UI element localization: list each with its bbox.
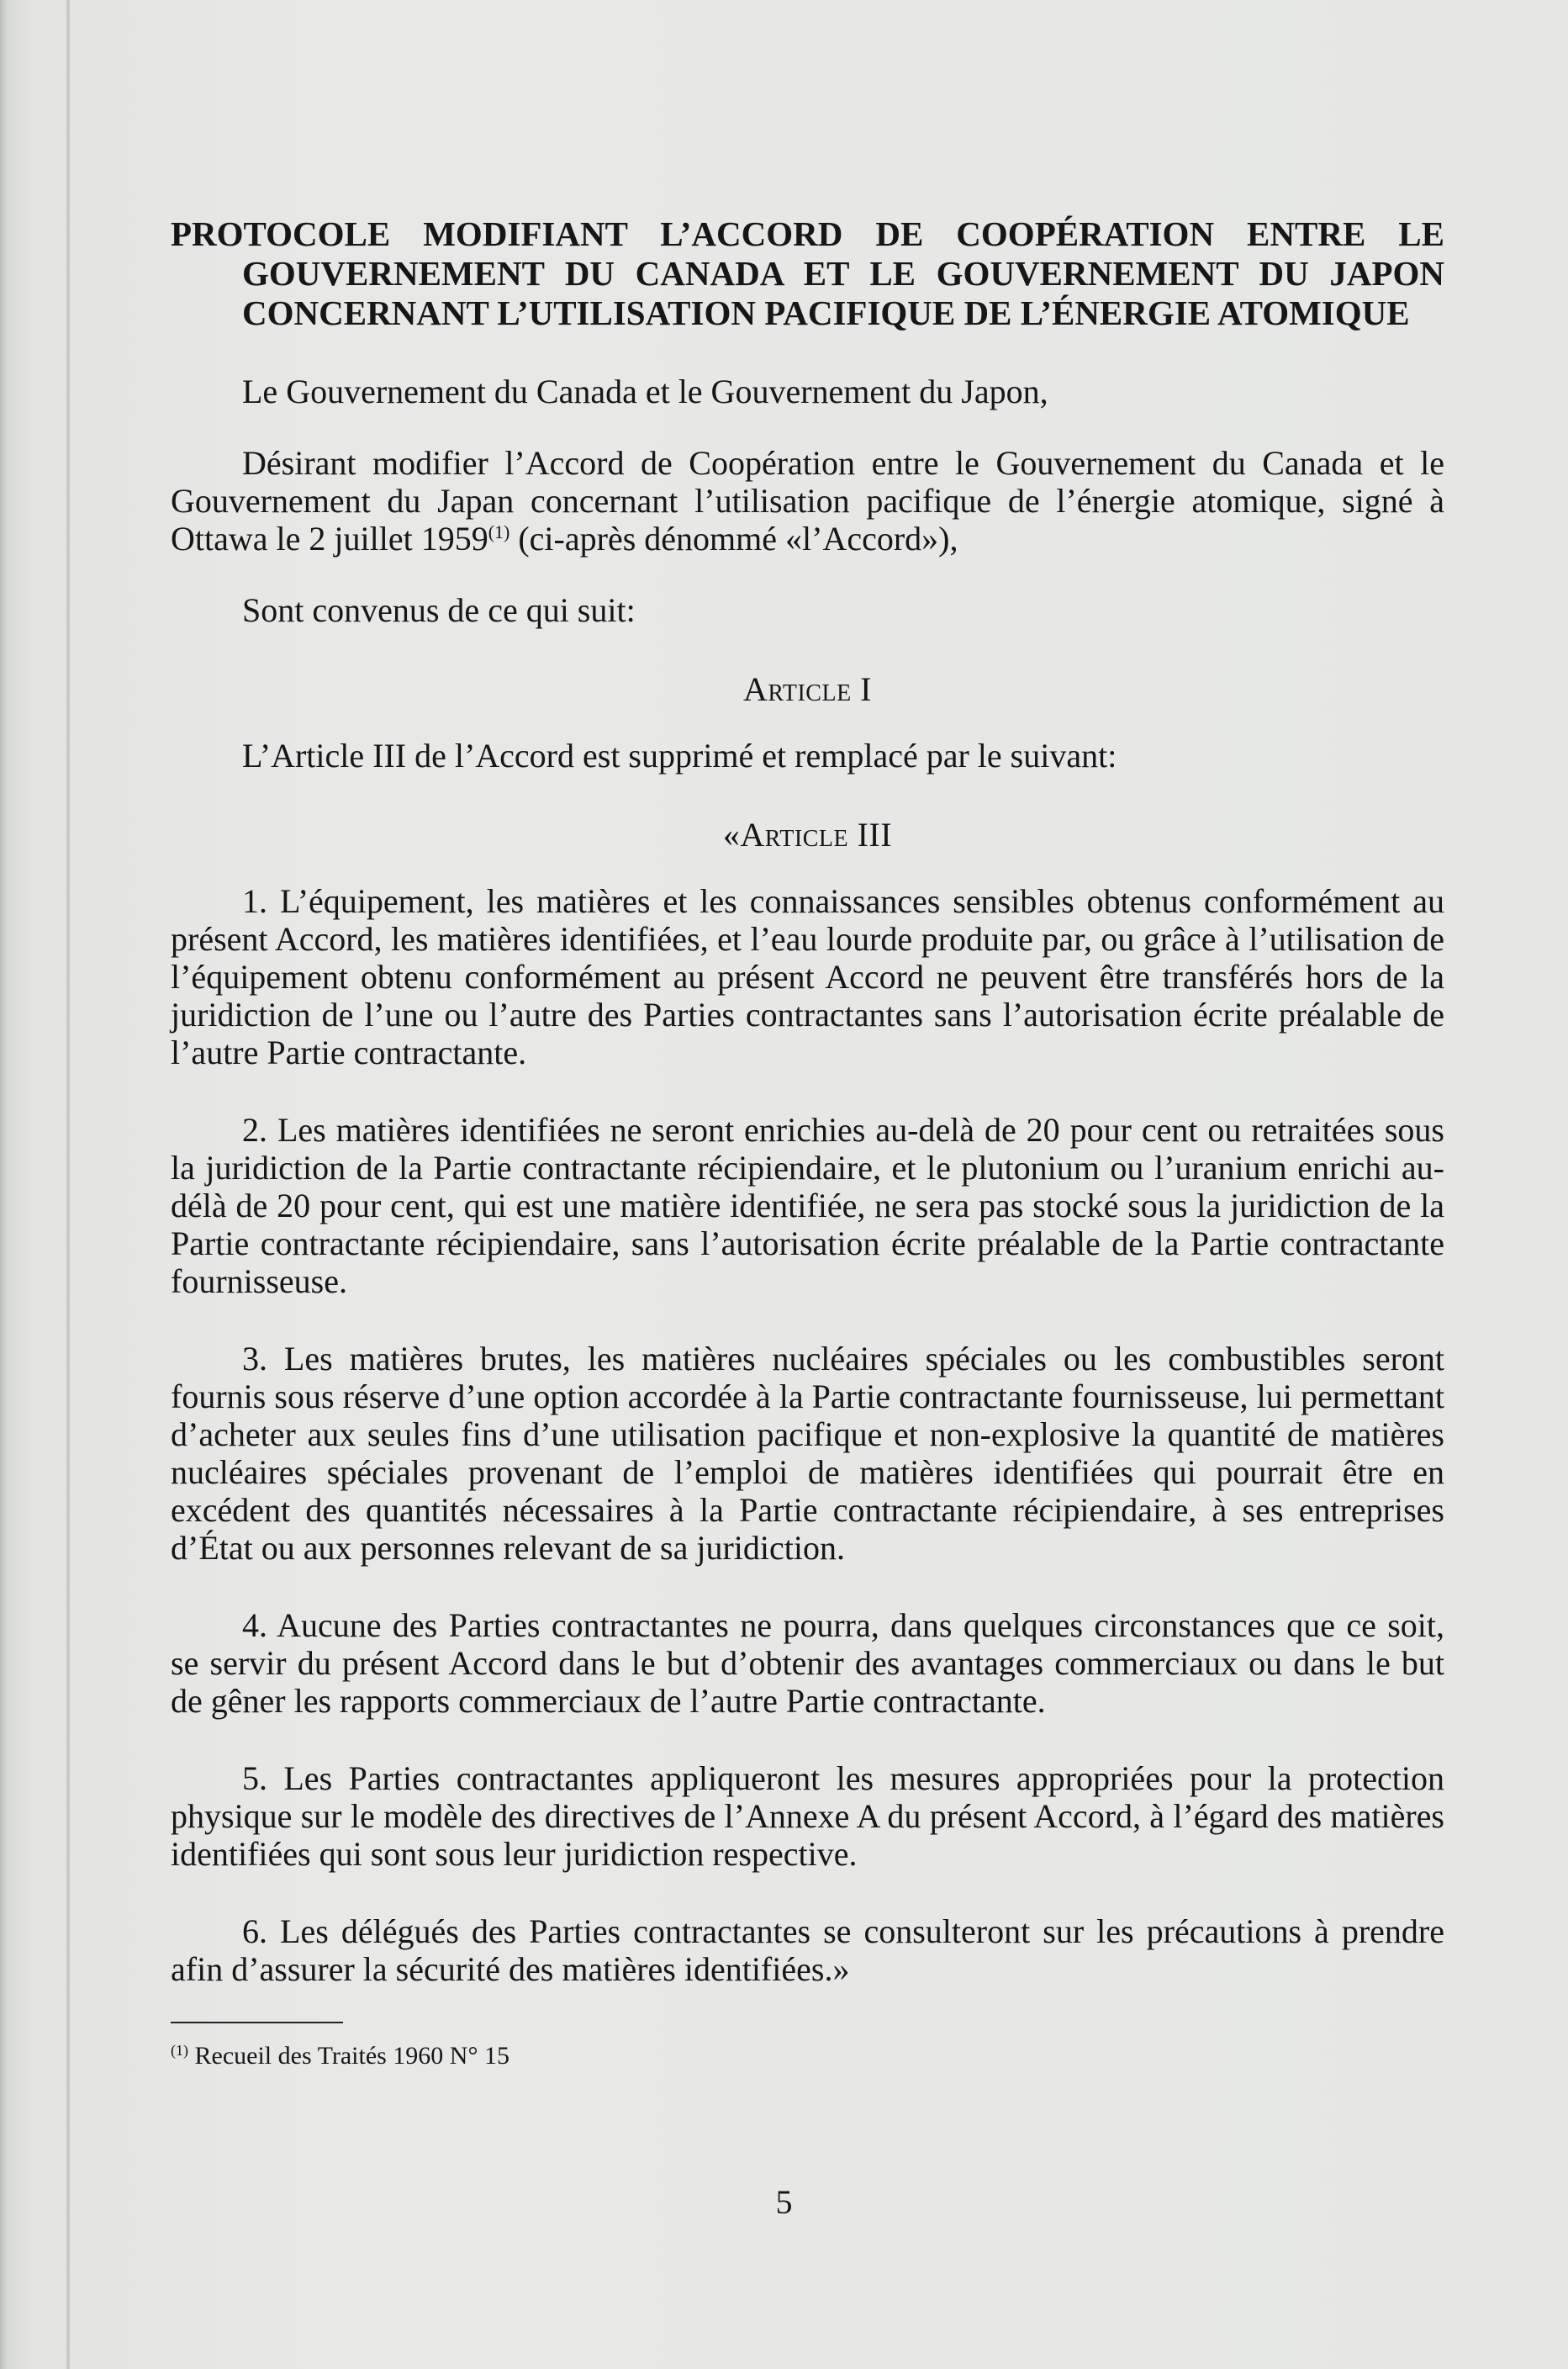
article-i-heading: Article I [742,670,872,708]
document-body [171,214,1444,2070]
desirant-text-end: (ci-après dénommé «l’Accord»), [509,520,958,558]
paragraph-6: 6. Les délégués des Parties contractantes se consulteront sur les précautions à prendre afin d’assurer la sécurité des matières identifiées.» [171,1912,1444,1988]
article-iii-heading: «Article III [722,816,893,854]
convenus-paragraph: Sont convenus de ce qui suit: [242,591,636,629]
paragraph-3: 3. Les matières brutes, les matières nucléaires spéciales ou les combustibles seront fournis sous réserve d’une option accordée à la Partie contractante fournisseuse, lui permettant d’acheter aux seules fins d’une utilisation pacifique et non-explosive la quantité de matières nucléaires spéciales provenant de l’emploi de matières identifiées qui pourrait être en excédent des quantités nécessaires à la Partie contractante récipiendaire, à ses entreprises d’État ou aux personnes relevant de sa juridiction. [171,1340,1444,1567]
document-title: PROTOCOLE MODIFIANT L’ACCORD DE COOPÉRATION ENTRE LE GOUVERNEMENT DU CANADA ET LE GOUVERNEMENT DU JAPON CONCERNANT L’UTILISATION PACIFIQUE DE L’ÉNERGIE ATOMIQUE [171,214,1444,332]
footnote-text: Recueil des Traités 1960 N° 15 [188,2042,509,2070]
footnote-reference: (1) [488,521,510,542]
desirant-paragraph [171,444,1444,558]
paragraph-2: 2. Les matières identifiées ne seront enrichies au-delà de 20 pour cent ou retraitées sous la juridiction de la Partie contractante récipiendaire, et le plutonium ou l’uranium enrichi au-délà de 20 pour cent, qui est une matière identifiée, ne sera pas stocké sous la juridiction de la Partie contractante récipiendaire, sans l’autorisation écrite préalable de la Partie contractante fournisseuse. [171,1111,1444,1300]
footnote [171,2042,1444,2070]
desirant-text: Désirant modifier l’Accord de Coopération entre le Gouvernement du Canada et le Gouvernement du Japan concernant l’utilisation pacifique de l’énergie atomique, signé à Ottawa le 2 juillet 1959 [171,444,1444,558]
footnote-divider [171,2022,343,2023]
paragraph-5: 5. Les Parties contractantes appliqueront les mesures appropriées pour la protection physique sur le modèle des directives de l’Annexe A du présent Accord, à l’égard des matières identifiées qui sont sous leur juridiction respective. [171,1759,1444,1873]
page-number: 5 [775,2183,793,2221]
footnote-marker: (1) [171,2042,188,2059]
article-i-text: L’Article III de l’Accord est supprimé et remplacé par le suivant: [242,737,1117,775]
parties-paragraph: Le Gouvernement du Canada et le Gouvernement du Japon, [242,373,1048,410]
paragraph-4: 4. Aucune des Parties contractantes ne pourra, dans quelques circonstances que ce soit, se servir du présent Accord dans le but d’obtenir des avantages commerciaux ou dans le but de gêner les rapports commerciaux de l’autre Partie contractante. [171,1606,1444,1720]
paragraph-1: 1. L’équipement, les matières et les connaissances sensibles obtenus conformément au présent Accord, les matières identifiées, et l’eau lourde produite par, ou grâce à l’utilisation de l’équipement obtenu conformément au présent Accord ne peuvent être transférés hors de la juridiction de l’une ou l’autre des Parties contractantes sans l’autorisation écrite préalable de l’autre Partie contractante. [171,882,1444,1071]
binding-shadow [66,0,71,2369]
